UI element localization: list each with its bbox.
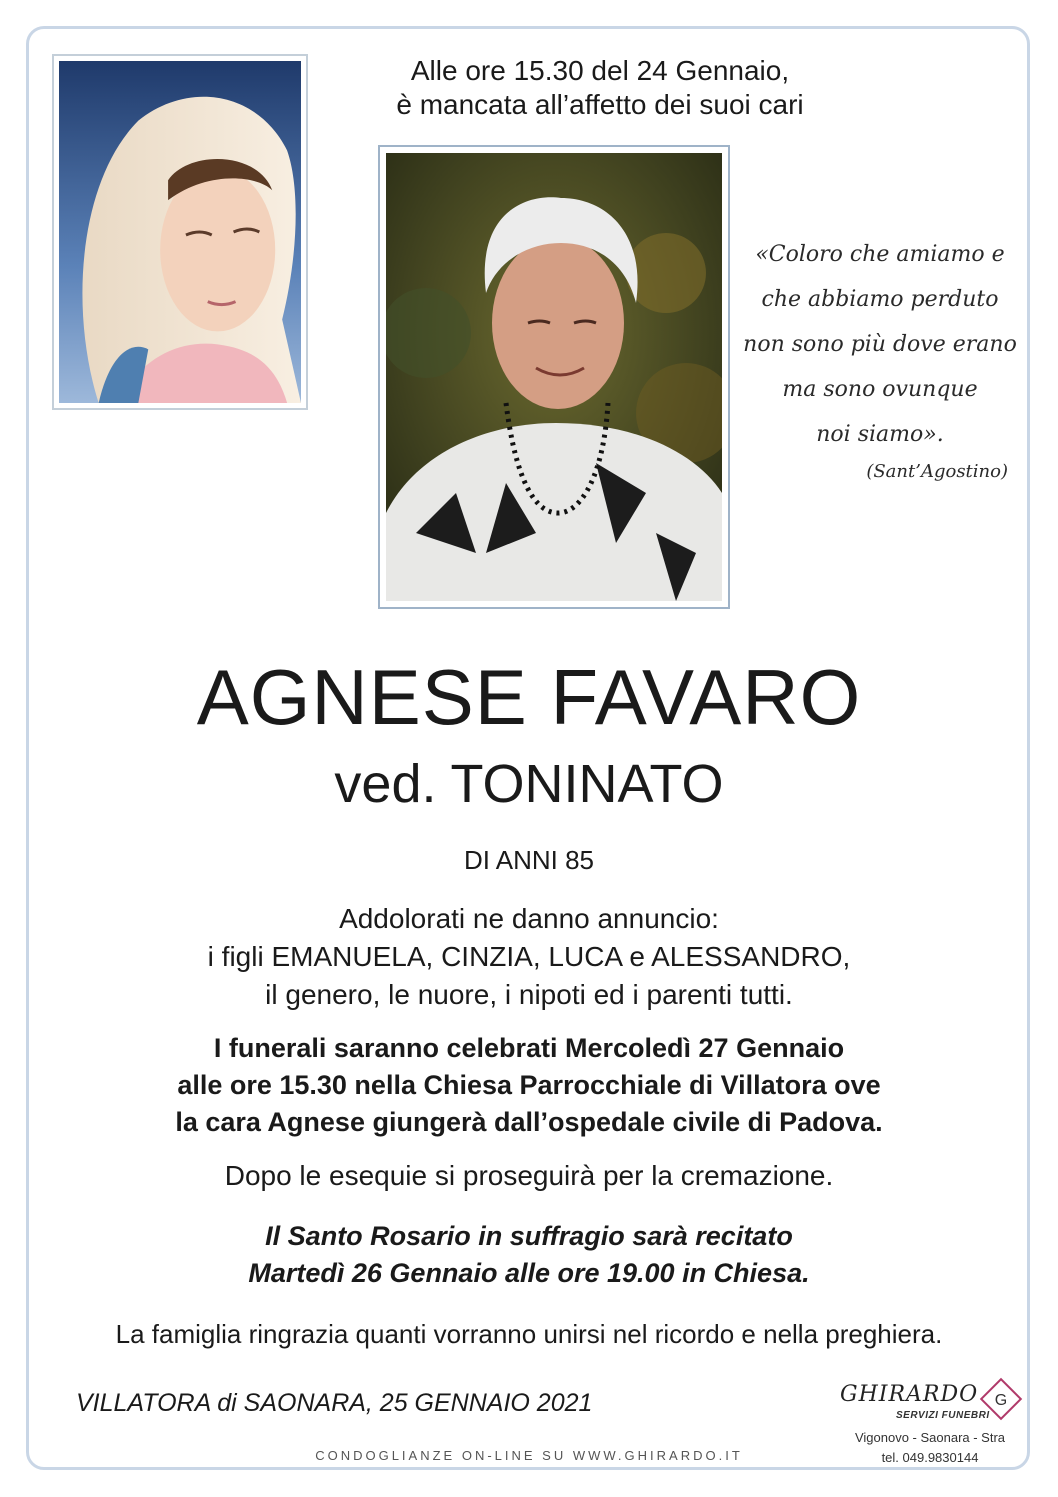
deceased-age: DI ANNI 85	[463, 845, 595, 875]
diamond-logo-icon	[978, 1376, 1024, 1422]
deceased-married-name: ved. TONINATO	[334, 754, 724, 814]
family-line: Addolorati ne danno annuncio:	[339, 903, 719, 934]
rosary-details	[0, 1218, 1058, 1292]
quote-author: (Sant’Agostino)	[866, 461, 1008, 482]
funeral-line: alle ore 15.30 nella Chiesa Parrocchiale di Villatora ove	[177, 1070, 881, 1100]
funeral-home-logo	[832, 1376, 1032, 1432]
family-announcement	[0, 900, 1058, 1014]
intro-line-2: è mancata all’affetto dei suoi cari	[396, 89, 804, 120]
family-line: i figli EMANUELA, CINZIA, LUCA e ALESSANDRO,	[207, 941, 851, 972]
funeral-line: la cara Agnese giungerà dall’ospedale civile di Padova.	[175, 1107, 883, 1137]
quote-line: non sono più dove erano	[743, 332, 1017, 357]
family-thanks: La famiglia ringrazia quanti vorranno unirsi nel ricordo e nella preghiera.	[115, 1319, 943, 1349]
quote-line: che abbiamo perduto	[761, 287, 999, 312]
intro-text	[320, 54, 880, 122]
rosary-line: Il Santo Rosario in suffragio sarà recitato	[265, 1221, 793, 1251]
funeral-line: I funerali saranno celebrati Mercoledì 27 Gennaio	[213, 1033, 845, 1063]
quote-line: ma sono ovunque	[782, 377, 978, 402]
funeral-home-locations: Vigonovo - Saonara - Stra	[854, 1430, 1006, 1445]
online-condolences: CONDOGLIANZE ON-LINE SU WWW.GHIRARDO.IT	[315, 1448, 743, 1463]
funeral-home-name: GHIRARDO	[840, 1382, 979, 1407]
rosary-line: Martedì 26 Gennaio alle ore 19.00 in Chiesa.	[248, 1258, 810, 1288]
funeral-home-contact	[830, 1428, 1030, 1468]
logo-mark-letter: G	[994, 1392, 1008, 1409]
cremation-note: Dopo le esequie si proseguirà per la cremazione.	[224, 1160, 834, 1191]
funeral-home-phone: tel. 049.9830144	[881, 1450, 979, 1465]
quote-line: «Coloro che amiamo e	[755, 242, 1005, 267]
deceased-name: AGNESE FAVARO	[196, 653, 862, 741]
family-line: il genero, le nuore, i nipoti ed i parenti tutti.	[265, 979, 793, 1010]
portrait-photo	[378, 145, 730, 609]
madonna-image	[52, 54, 308, 410]
funeral-home-subtitle: SERVIZI FUNEBRI	[896, 1410, 990, 1421]
quote-line: noi siamo».	[816, 422, 944, 447]
funeral-details	[0, 1030, 1058, 1141]
intro-line-1: Alle ore 15.30 del 24 Gennaio,	[410, 55, 790, 86]
place-date: VILLATORA di SAONARA, 25 GENNAIO 2021	[76, 1389, 593, 1417]
quote-block	[740, 232, 1020, 487]
